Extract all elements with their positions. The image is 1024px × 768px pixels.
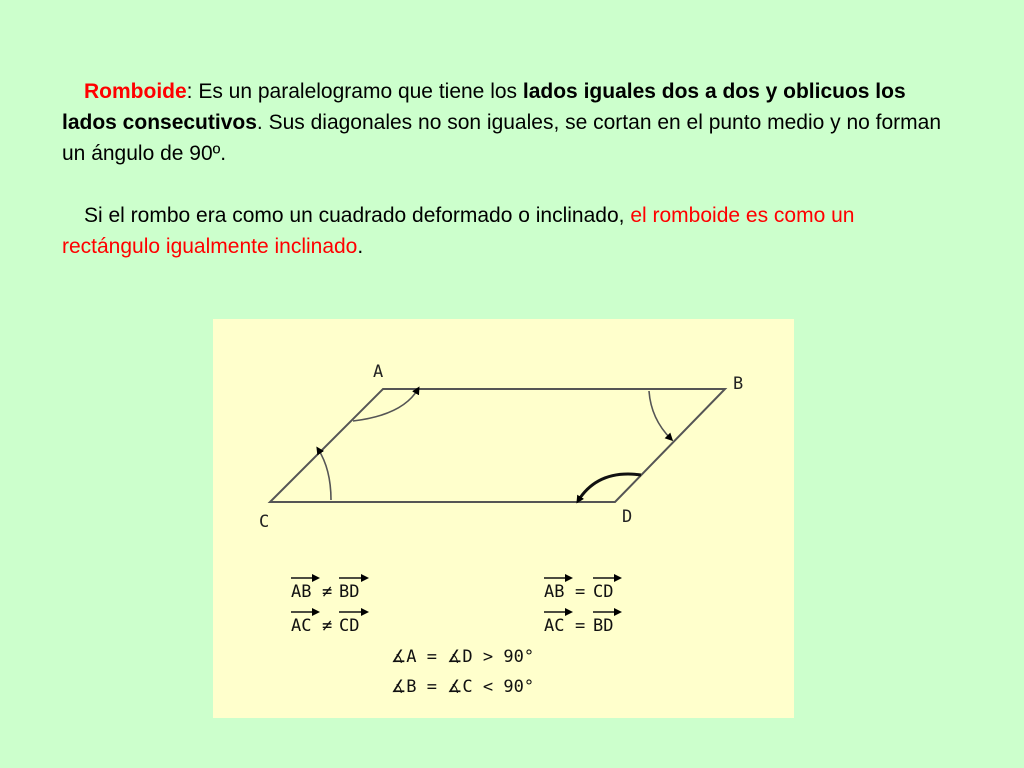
paragraph-definition [62,76,952,169]
vertex-label-d: D [622,507,633,527]
vertex-label-c: C [259,512,270,532]
formula-lhs: AC [544,616,565,636]
comparison-highlight: el romboide es como un rectángulo igualmente inclinado [62,204,855,258]
formula-left-2 [291,612,366,636]
angle-formula-2: ∡B = ∡C < 90° [391,677,535,697]
romboid-diagram [213,319,794,718]
angle-arc-b [649,391,671,439]
formula-op: = [575,582,586,602]
comparison-text-2: . [357,235,364,258]
definition-bold: lados iguales dos a dos y oblicuos los lados consecutivos [62,80,906,134]
formula-lhs: AB [291,582,312,602]
formula-rhs: CD [339,616,360,636]
text-block [62,76,952,262]
formula-right-1 [544,578,619,602]
formula-op: ≠ [322,582,333,602]
term-romboide: Romboide [84,80,187,103]
formula-right-2 [544,612,619,636]
formula-lhs: AC [291,616,312,636]
definition-text-1: : Es un paralelogramo que tiene los [186,80,523,103]
formula-op: ≠ [322,616,333,636]
vertex-label-a: A [373,362,384,382]
angle-formula-1: ∡A = ∡D > 90° [391,647,535,667]
formula-lhs: AB [544,582,565,602]
angle-arc-a [353,389,418,421]
angle-arc-c [318,449,331,500]
formula-left-1 [291,578,366,602]
romboid-figure [213,319,794,718]
comparison-text-1: Si el rombo era como un cuadrado deformado o inclinado, [84,204,631,227]
parallelogram-shape [270,389,725,502]
formula-rhs: CD [593,582,614,602]
formula-op: = [575,616,586,636]
paragraph-comparison [62,200,952,262]
formula-rhs: BD [593,616,614,636]
vertex-label-b: B [733,374,744,394]
angle-arc-d [578,474,641,501]
definition-text-2: . Sus diagonales no son iguales, se cortan en el punto medio y no forman un ángulo de 90º. [62,111,942,165]
formula-rhs: BD [339,582,360,602]
